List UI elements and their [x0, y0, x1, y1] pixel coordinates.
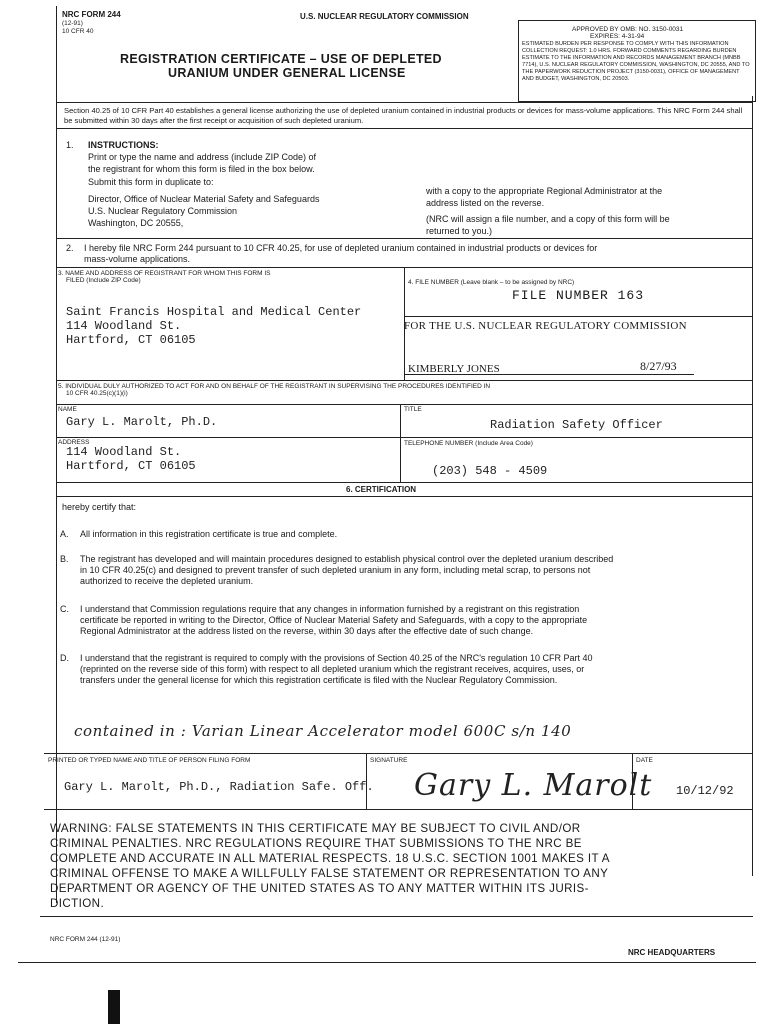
footer-hq: NRC HEADQUARTERS	[628, 948, 716, 957]
warning-line2: CRIMINAL PENALTIES. NRC REGULATIONS REQUIRE THAT SUBMISSIONS TO THE NRC BE	[50, 837, 582, 850]
agency-name: U.S. NUCLEAR REGULATORY COMMISSION	[300, 12, 469, 21]
instructions-heading: INSTRUCTIONS:	[88, 140, 159, 150]
cert-b-letter: B.	[60, 554, 69, 564]
rso-phone: (203) 548 - 4509	[432, 464, 548, 478]
item1-number: 1.	[66, 140, 74, 150]
warning-line5: DEPARTMENT OR AGENCY OF THE UNITED STATES AS TO ANY MATTER WITHIN ITS JURIS-	[50, 882, 589, 895]
nrc-date: 8/27/93	[640, 359, 677, 373]
form-title-line1: REGISTRATION CERTIFICATE – USE OF DEPLETED	[120, 52, 442, 66]
warning-line6: DICTION.	[50, 897, 105, 910]
cert-d-letter: D.	[60, 653, 69, 663]
form-title-line2: URANIUM UNDER GENERAL LICENSE	[168, 66, 406, 80]
item3-label: 3. NAME AND ADDRESS OF REGISTRANT FOR WHOM THIS FORM IS	[58, 270, 271, 277]
instr-line2: the registrant for whom this form is filed in the box below.	[88, 164, 315, 174]
name-label: NAME	[58, 406, 77, 413]
nrc-for-line: FOR THE U.S. NUCLEAR REGULATORY COMMISSION	[404, 320, 687, 332]
signature-label: SIGNATURE	[370, 757, 408, 764]
rule	[56, 238, 753, 239]
filer-name-label: PRINTED OR TYPED NAME AND TITLE OF PERSON FILING FORM	[48, 757, 251, 764]
certify-intro: hereby certify that:	[62, 502, 137, 512]
rso-address2: Hartford, CT 06105	[66, 459, 196, 473]
intro-paragraph: Section 40.25 of 10 CFR Part 40 establishes a general license authorizing the use of depleted uranium contained in industrial products or devices for mass-volume applications. This NRC Form 244 shall be submitted within 30 days after the first receipt or acquisition of such depleted uranium.	[64, 106, 743, 125]
rule	[404, 316, 753, 317]
cert-d-line1: I understand that the registrant is required to comply with the provisions of Section 40.25 of the NRC's regulation 10 CFR Part 40	[80, 653, 593, 663]
cert-b-line1: The registrant has developed and will maintain procedures designed to establish physical control over the depleted uranium described	[80, 554, 614, 564]
rule	[404, 374, 694, 375]
cert-d-line2: (reprinted on the reverse side of this form) with respect to all depleted uranium which the registrant receives, acquires, uses, or	[80, 664, 585, 674]
left-border	[56, 6, 57, 903]
item5-sublabel: 10 CFR 40.25(c)(1)(i)	[66, 390, 128, 397]
rule	[56, 404, 753, 405]
form-number: NRC FORM 244	[62, 10, 121, 19]
omb-expiry: EXPIRES: 4-31-94	[590, 33, 645, 40]
instr-line1: Print or type the name and address (include ZIP Code) of	[88, 152, 316, 162]
cert-c-line2: certificate be reported in writing to the Director, Office of Nuclear Material Safety and Safeguards, with a copy to the appropriate	[80, 615, 588, 625]
rule	[40, 916, 753, 917]
form-revision: (12-91)	[62, 20, 83, 27]
item3-sublabel: FILED (Include ZIP Code)	[66, 277, 141, 284]
item4-label: 4. FILE NUMBER (Leave blank – to be assigned by NRC)	[408, 279, 575, 286]
cert-b-line3: authorized to receive the depleted uranium.	[80, 576, 254, 586]
header-divider	[56, 102, 753, 103]
instr-right1: with a copy to the appropriate Regional Administrator at the	[426, 186, 663, 196]
cert-a-text: All information in this registration certificate is true and complete.	[80, 529, 338, 539]
cert-b-line2: in 10 CFR 40.25(c) and designed to prevent transfer of such depleted uranium in any form, including metal scrap, to persons not	[80, 565, 591, 575]
registrant-city: Hartford, CT 06105	[66, 333, 196, 347]
handwritten-signature: Gary L. Marolt	[414, 768, 653, 803]
nrc-signer: KIMBERLY JONES	[408, 363, 500, 375]
instr-right2: address listed on the reverse.	[426, 198, 545, 208]
omb-approval: APPROVED BY OMB: NO. 3150-0031	[572, 26, 684, 33]
cert-c-line3: Regional Administrator at the address listed on the reverse, within 30 days after the effective date of such change.	[80, 626, 534, 636]
warning-line3: COMPLETE AND ACCURATE IN ALL MATERIAL RESPECTS. 18 U.S.C. SECTION 1001 MAKES IT A	[50, 852, 610, 865]
instr-right3: (NRC will assign a file number, and a copy of this form will be	[426, 214, 670, 224]
rule	[56, 128, 753, 129]
filer-name: Gary L. Marolt, Ph.D., Radiation Safe. Off.	[64, 780, 374, 794]
scan-artifact-mark	[108, 990, 120, 1024]
rule	[400, 404, 401, 482]
right-border	[752, 96, 753, 876]
handwritten-device-note: contained in : Varian Linear Accelerator model 600C s/n 140	[74, 722, 572, 740]
phone-label: TELEPHONE NUMBER (Include Area Code)	[404, 440, 533, 447]
instr-right4: returned to you.)	[426, 226, 493, 236]
cfr-reference: 10 CFR 40	[62, 28, 94, 35]
address-label: ADDRESS	[58, 439, 90, 446]
rule	[56, 380, 753, 381]
registrant-street: 114 Woodland St.	[66, 319, 182, 333]
warning-line1: WARNING: FALSE STATEMENTS IN THIS CERTIFICATE MAY BE SUBJECT TO CIVIL AND/OR	[50, 822, 581, 835]
certification-heading: 6. CERTIFICATION	[346, 485, 417, 494]
instr-line3: Submit this form in duplicate to:	[88, 177, 214, 187]
date-label: DATE	[636, 757, 653, 764]
rso-title: Radiation Safety Officer	[490, 418, 663, 432]
instr-line5: U.S. Nuclear Regulatory Commission	[88, 206, 238, 216]
cert-c-line1: I understand that Commission regulations require that any changes in information furnished by a registrant on this registration	[80, 604, 580, 614]
file-number: FILE NUMBER 163	[512, 288, 645, 303]
filing-date: 10/12/92	[676, 784, 734, 798]
rule	[44, 753, 753, 754]
footer-form-number: NRC FORM 244 (12-91)	[50, 936, 121, 943]
warning-line4: CRIMINAL OFFENSE TO MAKE A WILLFULLY FALSE STATEMENT OR REPRESENTATION TO ANY	[50, 867, 609, 880]
rule	[56, 496, 753, 497]
rule	[18, 962, 756, 963]
instr-line6: Washington, DC 20555,	[88, 218, 184, 228]
cert-d-line3: transfers under the general license for which this registration certificate is filed with the Nuclear Regulatory Commission.	[80, 675, 558, 685]
rso-address1: 114 Woodland St.	[66, 445, 182, 459]
burden-statement: ESTIMATED BURDEN PER RESPONSE TO COMPLY WITH THIS INFORMATION COLLECTION REQUEST: 1.0 HRS. FORWARD COMMENTS REGARDING BURDEN ESTIMATE TO THE INFORMATION AND RECORDS MANAGEMENT BRANCH (MNBB 7714), U.S. NUCLEAR REGULATORY COMMISSION, WASHINGTON, DC 20555, AND TO THE PAPERWORK REDUCTION PROJECT (3150-0031), OFFICE OF MANAGEMENT AND BUDGET, WASHINGTON, DC 20503.	[522, 41, 750, 82]
rule	[44, 809, 753, 810]
cert-c-letter: C.	[60, 604, 69, 614]
cert-a-letter: A.	[60, 529, 69, 539]
rule	[56, 482, 753, 483]
title-label: TITLE	[404, 406, 422, 413]
instr-line4: Director, Office of Nuclear Material Safety and Safeguards	[88, 194, 320, 204]
item2-line1: I hereby file NRC Form 244 pursuant to 10 CFR 40.25, for use of depleted uranium contained in industrial products or devices for	[84, 243, 598, 253]
item2-line2: mass-volume applications.	[84, 254, 191, 264]
registrant-name: Saint Francis Hospital and Medical Center	[66, 305, 362, 319]
rso-name: Gary L. Marolt, Ph.D.	[66, 415, 218, 429]
item5-label: 5. INDIVIDUAL DULY AUTHORIZED TO ACT FOR AND ON BEHALF OF THE REGISTRANT IN SUPERVISING THE PROCEDURES IDENTIFIED IN	[58, 383, 491, 390]
item2-number: 2.	[66, 243, 74, 253]
rule	[56, 437, 753, 438]
